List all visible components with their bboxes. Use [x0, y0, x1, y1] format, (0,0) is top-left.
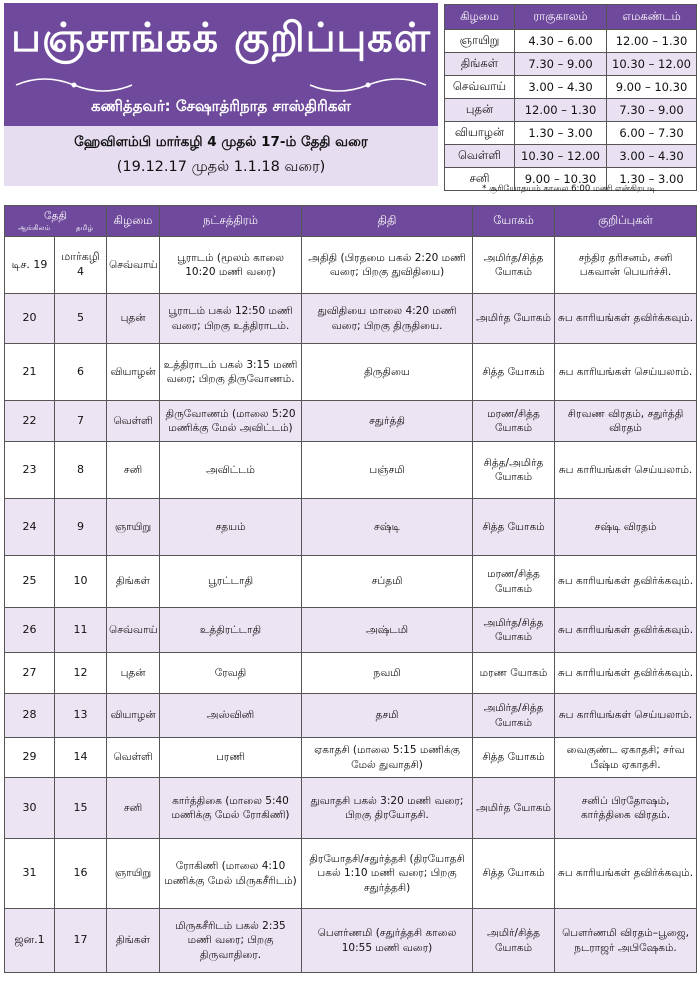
cell-day: வியாழன் [107, 694, 160, 738]
side-rahu: 4.30 – 6.00 [515, 30, 607, 53]
table-row [5, 738, 697, 778]
side-ema: 9.00 – 10.30 [607, 76, 697, 99]
side-rahu: 7.30 – 9.00 [515, 53, 607, 76]
cell-notes: சுப காரியங்கள் தவிர்க்கவும். [555, 294, 697, 344]
cell-tithi: துவாதசி பகல் 3:20 மணி வரை; பிறகு திரயோதசி. [302, 778, 473, 839]
cell-tamil-date: 11 [55, 608, 107, 653]
table-row [445, 53, 697, 76]
side-ema: 7.30 – 9.00 [607, 99, 697, 122]
table-row [5, 653, 697, 694]
cell-eng-date: டிச. 19 [5, 237, 55, 294]
cell-star: பரணி [160, 738, 302, 778]
table-row [5, 778, 697, 839]
cell-day: ஞாயிறு [107, 499, 160, 556]
header-date-tamil: தமிழ் [75, 223, 94, 232]
side-ema: 12.00 – 1.30 [607, 30, 697, 53]
table-row [5, 442, 697, 499]
cell-yogam: சித்த/அமிர்த யோகம் [473, 442, 555, 499]
cell-tithi: திரயோதசி/சதுர்த்தசி (திரயோதசி பகல் 1:10 மணி வரை; பிறகு சதுர்த்தசி) [302, 839, 473, 909]
cell-star: அவிட்டம் [160, 442, 302, 499]
cell-yogam: மரண/சித்த யோகம் [473, 401, 555, 442]
header-date [5, 206, 107, 237]
header-yogam: யோகம் [473, 206, 555, 237]
cell-tamil-date: 12 [55, 653, 107, 694]
cell-tamil-date: 10 [55, 556, 107, 608]
cell-yogam: அமிர்த/சித்த யோகம் [473, 694, 555, 738]
cell-eng-date: 25 [5, 556, 55, 608]
cell-day: புதன் [107, 294, 160, 344]
table-row [5, 294, 697, 344]
side-day: புதன் [445, 99, 515, 122]
panchangam-table [4, 205, 697, 973]
cell-tithi: துவிதியை மாலை 4:20 மணி வரை; பிறகு திருதியை. [302, 294, 473, 344]
cell-yogam: மரண யோகம் [473, 653, 555, 694]
cell-notes: சுப காரியங்கள் தவிர்க்கவும். [555, 839, 697, 909]
cell-tamil-date: 14 [55, 738, 107, 778]
cell-tamil-date: 7 [55, 401, 107, 442]
cell-tamil-date: 16 [55, 839, 107, 909]
page-title: பஞ்சாங்கக் குறிப்புகள் [11, 15, 431, 61]
side-ema: 10.30 – 12.00 [607, 53, 697, 76]
cell-day: சனி [107, 442, 160, 499]
table-row [5, 694, 697, 738]
cell-star: சதயம் [160, 499, 302, 556]
cell-tamil-date: 13 [55, 694, 107, 738]
cell-notes: சுப காரியங்கள் செய்யலாம். [555, 344, 697, 401]
cell-day: திங்கள் [107, 909, 160, 973]
side-rahu: 3.00 – 4.30 [515, 76, 607, 99]
table-row [5, 556, 697, 608]
cell-tithi: பௌர்ணமி (சதுர்த்தசி காலை 10:55 மணி வரை) [302, 909, 473, 973]
cell-star: பூரட்டாதி [160, 556, 302, 608]
side-rahu: 12.00 – 1.30 [515, 99, 607, 122]
cell-yogam: அமிர்த/சித்த யோகம் [473, 608, 555, 653]
cell-tamil-date: 5 [55, 294, 107, 344]
cell-day: வியாழன் [107, 344, 160, 401]
cell-notes: பௌர்ணமி விரதம்–பூஜை, நடராஜர் அபிஷேகம். [555, 909, 697, 973]
cell-eng-date: 30 [5, 778, 55, 839]
cell-star: திருவோணம் (மாலை 5:20 மணிக்கு மேல் அவிட்டம்) [160, 401, 302, 442]
cell-eng-date: 24 [5, 499, 55, 556]
cell-eng-date: 22 [5, 401, 55, 442]
cell-tithi: பஞ்சமி [302, 442, 473, 499]
header-day: கிழமை [107, 206, 160, 237]
side-header-ema: எமகண்டம் [607, 5, 697, 30]
cell-tithi: சஷ்டி [302, 499, 473, 556]
cell-notes: சஷ்டி விரதம் [555, 499, 697, 556]
table-row [5, 237, 697, 294]
cell-day: ஞாயிறு [107, 839, 160, 909]
side-header-rahu: ராகுகாலம் [515, 5, 607, 30]
cell-yogam: சித்த யோகம் [473, 344, 555, 401]
cell-eng-date: 28 [5, 694, 55, 738]
cell-tamil-date: 8 [55, 442, 107, 499]
cell-day: சனி [107, 778, 160, 839]
cell-yogam: அமிர்த யோகம் [473, 778, 555, 839]
header-panel [4, 3, 438, 186]
cell-tithi: சப்தமி [302, 556, 473, 608]
cell-notes: சுப காரியங்கள் செய்யலாம். [555, 442, 697, 499]
table-row [445, 145, 697, 168]
table-row [5, 839, 697, 909]
cell-day: புதன் [107, 653, 160, 694]
cell-tamil-date: 9 [55, 499, 107, 556]
table-row [445, 99, 697, 122]
ornament-right-icon [308, 75, 428, 95]
period-line: ஹேவிளம்பி மார்கழி 4 முதல் 17-ம் தேதி வரை [74, 134, 368, 150]
header-notes: குறிப்புகள் [555, 206, 697, 237]
cell-star: ரேவதி [160, 653, 302, 694]
table-row [445, 76, 697, 99]
cell-notes: சுப காரியங்கள் தவிர்க்கவும். [555, 608, 697, 653]
side-ema: 3.00 – 4.30 [607, 145, 697, 168]
side-day: திங்கள் [445, 53, 515, 76]
cell-eng-date: 31 [5, 839, 55, 909]
cell-tithi: தசமி [302, 694, 473, 738]
side-header-day: கிழமை [445, 5, 515, 30]
side-day: வெள்ளி [445, 145, 515, 168]
cell-yogam: அமிர்த/சித்த யோகம் [473, 237, 555, 294]
header-star: நட்சத்திரம் [160, 206, 302, 237]
table-row [5, 344, 697, 401]
sunrise-note: * சூரியோதயம் காலை 6:00 மணி என்கிறபடி [482, 184, 656, 194]
cell-eng-date: 27 [5, 653, 55, 694]
header-tithi: திதி [302, 206, 473, 237]
cell-notes: சுப காரியங்கள் செய்யலாம். [555, 694, 697, 738]
side-ema: 6.00 – 7.30 [607, 122, 697, 145]
cell-notes: சுப காரியங்கள் தவிர்க்கவும். [555, 653, 697, 694]
cell-notes: சந்திர தரிசனம், சனி பகவான் பெயர்ச்சி. [555, 237, 697, 294]
cell-notes: வைகுண்ட ஏகாதசி; சர்வ பீஷ்ம ஏகாதசி. [555, 738, 697, 778]
side-day: சனி [445, 168, 515, 191]
cell-yogam: சித்த யோகம் [473, 499, 555, 556]
cell-day: செவ்வாய் [107, 237, 160, 294]
ornament-left-icon [14, 75, 134, 95]
cell-tithi: ஏகாதசி (மாலை 5:15 மணிக்கு மேல் துவாதசி) [302, 738, 473, 778]
side-rahu: 10.30 – 12.00 [515, 145, 607, 168]
cell-eng-date: ஜன.1 [5, 909, 55, 973]
table-row [5, 608, 697, 653]
cell-star: பூராடம் பகல் 12:50 மணி வரை; பிறகு உத்திராடம். [160, 294, 302, 344]
cell-day: வெள்ளி [107, 401, 160, 442]
cell-tithi: திருதியை [302, 344, 473, 401]
cell-notes: சிரவண விரதம், சதுர்த்தி விரதம் [555, 401, 697, 442]
table-row [5, 909, 697, 973]
cell-tithi: நவமி [302, 653, 473, 694]
cell-yogam: அமிர்த யோகம் [473, 294, 555, 344]
cell-tithi: அஷ்டமி [302, 608, 473, 653]
cell-yogam: மரண/சித்த யோகம் [473, 556, 555, 608]
cell-eng-date: 20 [5, 294, 55, 344]
cell-eng-date: 23 [5, 442, 55, 499]
cell-star: ரோகிணி (மாலை 4:10 மணிக்கு மேல் மிருகசீரிடம்) [160, 839, 302, 909]
table-row [445, 122, 697, 145]
cell-day: வெள்ளி [107, 738, 160, 778]
side-rahu: 1.30 – 3.00 [515, 122, 607, 145]
cell-eng-date: 21 [5, 344, 55, 401]
cell-yogam: சித்த யோகம் [473, 839, 555, 909]
cell-star: உத்திரட்டாதி [160, 608, 302, 653]
cell-eng-date: 29 [5, 738, 55, 778]
cell-star: மிருகசீரிடம் பகல் 2:35 மணி வரை; பிறகு திருவாதிரை. [160, 909, 302, 973]
cell-yogam: சித்த யோகம் [473, 738, 555, 778]
side-day: ஞாயிறு [445, 30, 515, 53]
cell-tithi: சதுர்த்தி [302, 401, 473, 442]
cell-yogam: அமிர்/சித்த யோகம் [473, 909, 555, 973]
table-row [5, 499, 697, 556]
header-date-label: தேதி [44, 209, 67, 222]
cell-tamil-date: 17 [55, 909, 107, 973]
cell-eng-date: 26 [5, 608, 55, 653]
table-row [445, 30, 697, 53]
cell-tamil-date: 15 [55, 778, 107, 839]
cell-tamil-date: மார்கழி 4 [55, 237, 107, 294]
date-range: (19.12.17 முதல் 1.1.18 வரை) [116, 159, 326, 175]
cell-notes: சனிப் பிரதோஷம், கார்த்திகை விரதம். [555, 778, 697, 839]
side-rahu: 9.00 – 10.30 [515, 168, 607, 191]
cell-star: உத்திராடம் பகல் 3:15 மணி வரை; பிறகு திருவோணம். [160, 344, 302, 401]
cell-star: பூராடம் (மூலம் காலை 10:20 மணி வரை) [160, 237, 302, 294]
table-row [5, 401, 697, 442]
header-date-eng: ஆங்கிலம் [17, 223, 51, 232]
side-day: செவ்வாய் [445, 76, 515, 99]
rahu-kalam-table [444, 4, 697, 191]
cell-star: அஸ்வினி [160, 694, 302, 738]
cell-tamil-date: 6 [55, 344, 107, 401]
cell-day: திங்கள் [107, 556, 160, 608]
cell-notes: சுப காரியங்கள் தவிர்க்கவும். [555, 556, 697, 608]
cell-star: கார்த்திகை (மாலை 5:40 மணிக்கு மேல் ரோகிணி) [160, 778, 302, 839]
side-ema: 1.30 – 3.00 [607, 168, 697, 191]
side-day: வியாழன் [445, 122, 515, 145]
cell-day: செவ்வாய் [107, 608, 160, 653]
cell-tithi: அதிதி (பிரதமை பகல் 2:20 மணி வரை; பிறகு துவிதியை) [302, 237, 473, 294]
author-line: கணித்தவர்: சேஷாத்ரிநாத சாஸ்திரிகள் [91, 97, 351, 115]
